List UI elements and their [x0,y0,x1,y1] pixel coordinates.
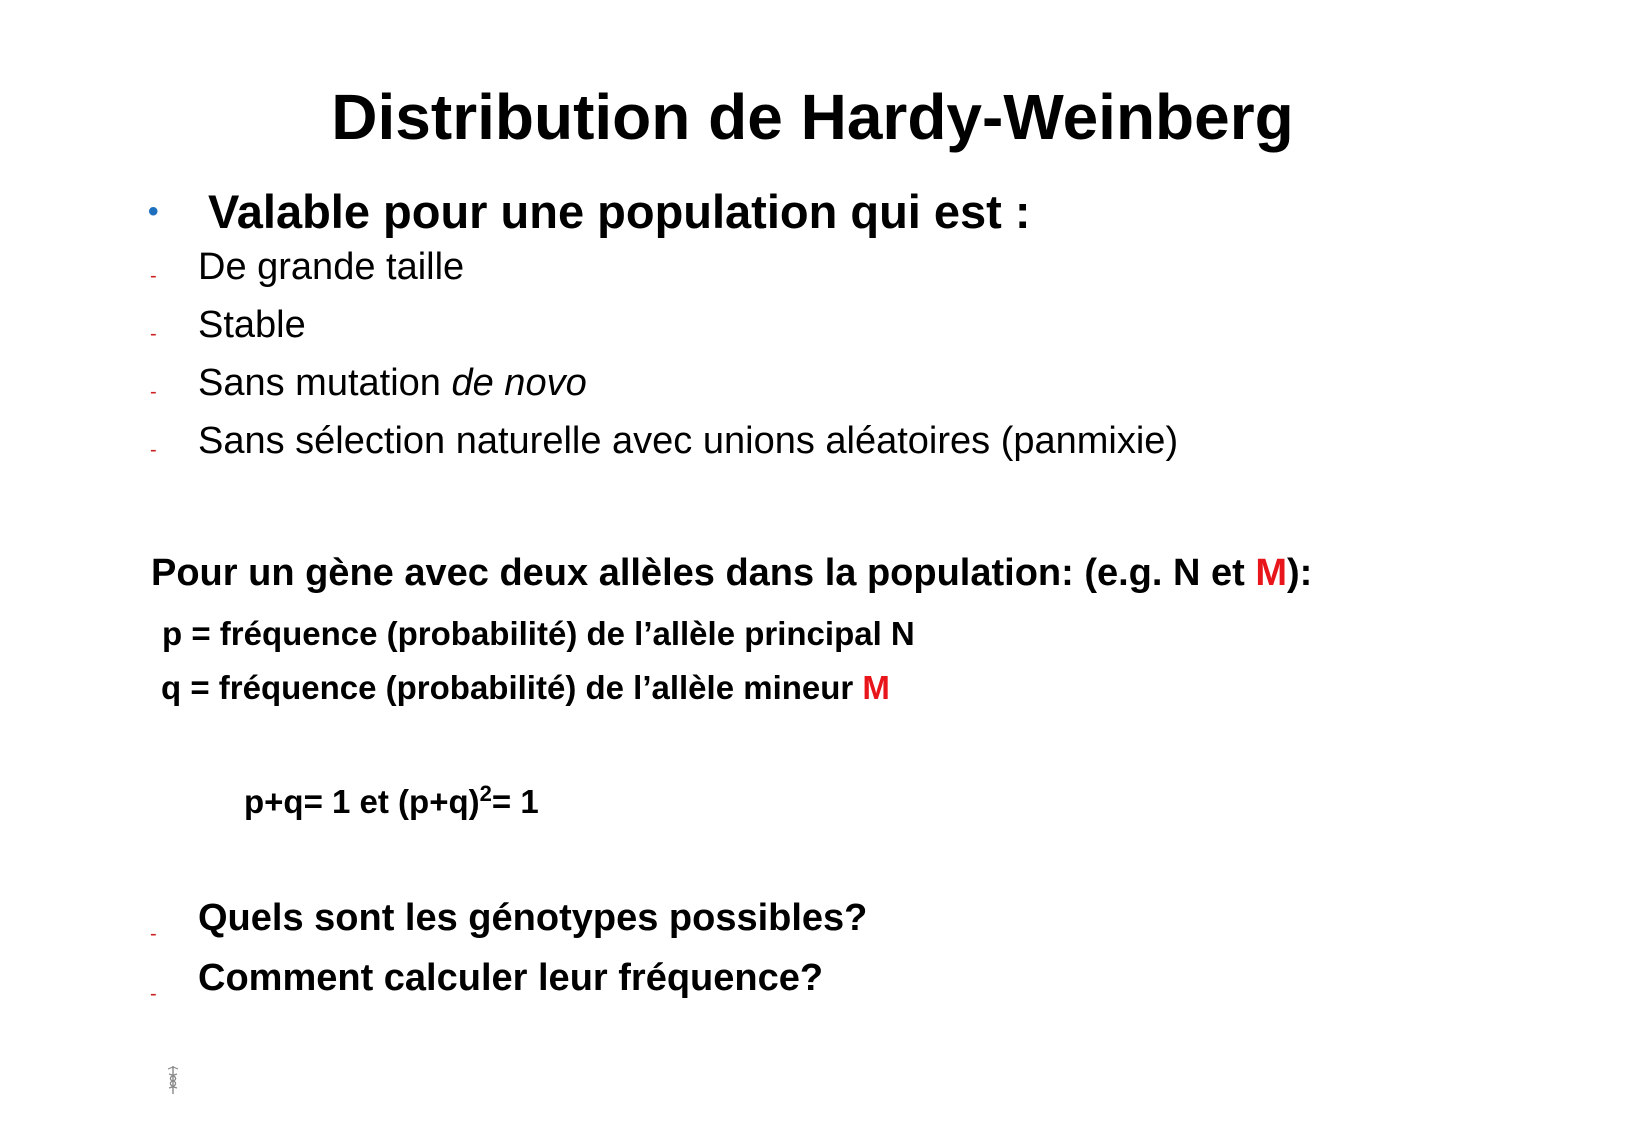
definition-q [161,668,890,708]
condition-italic-text: de novo [451,362,587,404]
condition-item: Stable [198,304,306,346]
bullet-dot-icon: • [148,195,159,228]
question-item: Comment calculer leur fréquence? [198,957,824,999]
definition-p [162,614,915,654]
dash-marker: - [150,983,157,1005]
dash-marker: - [150,923,157,945]
allele-m-highlight: M [862,669,890,706]
slide-title: Distribution de Hardy-Weinberg [331,81,1294,153]
question-item: Quels sont les génotypes possibles? [198,897,868,939]
allele-m-highlight: M [1255,552,1288,594]
caduceus-icon [165,1065,181,1095]
formula-part-1: p+q= 1 et (p+q) [244,783,480,820]
dash-marker: - [150,265,157,287]
condition-text: Sans mutation [198,362,452,404]
condition-item: De grande taille [198,246,465,288]
formula-exponent: 2 [479,781,492,806]
hardy-weinberg-formula [244,780,539,824]
alleles-paragraph [151,550,1312,596]
condition-item [198,360,587,406]
dash-marker: - [150,439,157,461]
definition-text: q = fréquence (probabilité) de l’allèle mineur [161,669,863,706]
paragraph-text: Pour un gène avec deux allèles dans la population: (e.g. N et [151,552,1256,594]
dash-marker: - [150,323,157,345]
definition-text: p = fréquence (probabilité) de l’allèle principal N [162,615,915,652]
dash-marker: - [150,381,157,403]
paragraph-text-end: ): [1287,552,1313,594]
main-bullet-text: Valable pour une population qui est : [208,185,1031,238]
formula-part-2: = 1 [491,783,539,820]
condition-item: Sans sélection naturelle avec unions aléatoires (panmixie) [198,420,1179,462]
